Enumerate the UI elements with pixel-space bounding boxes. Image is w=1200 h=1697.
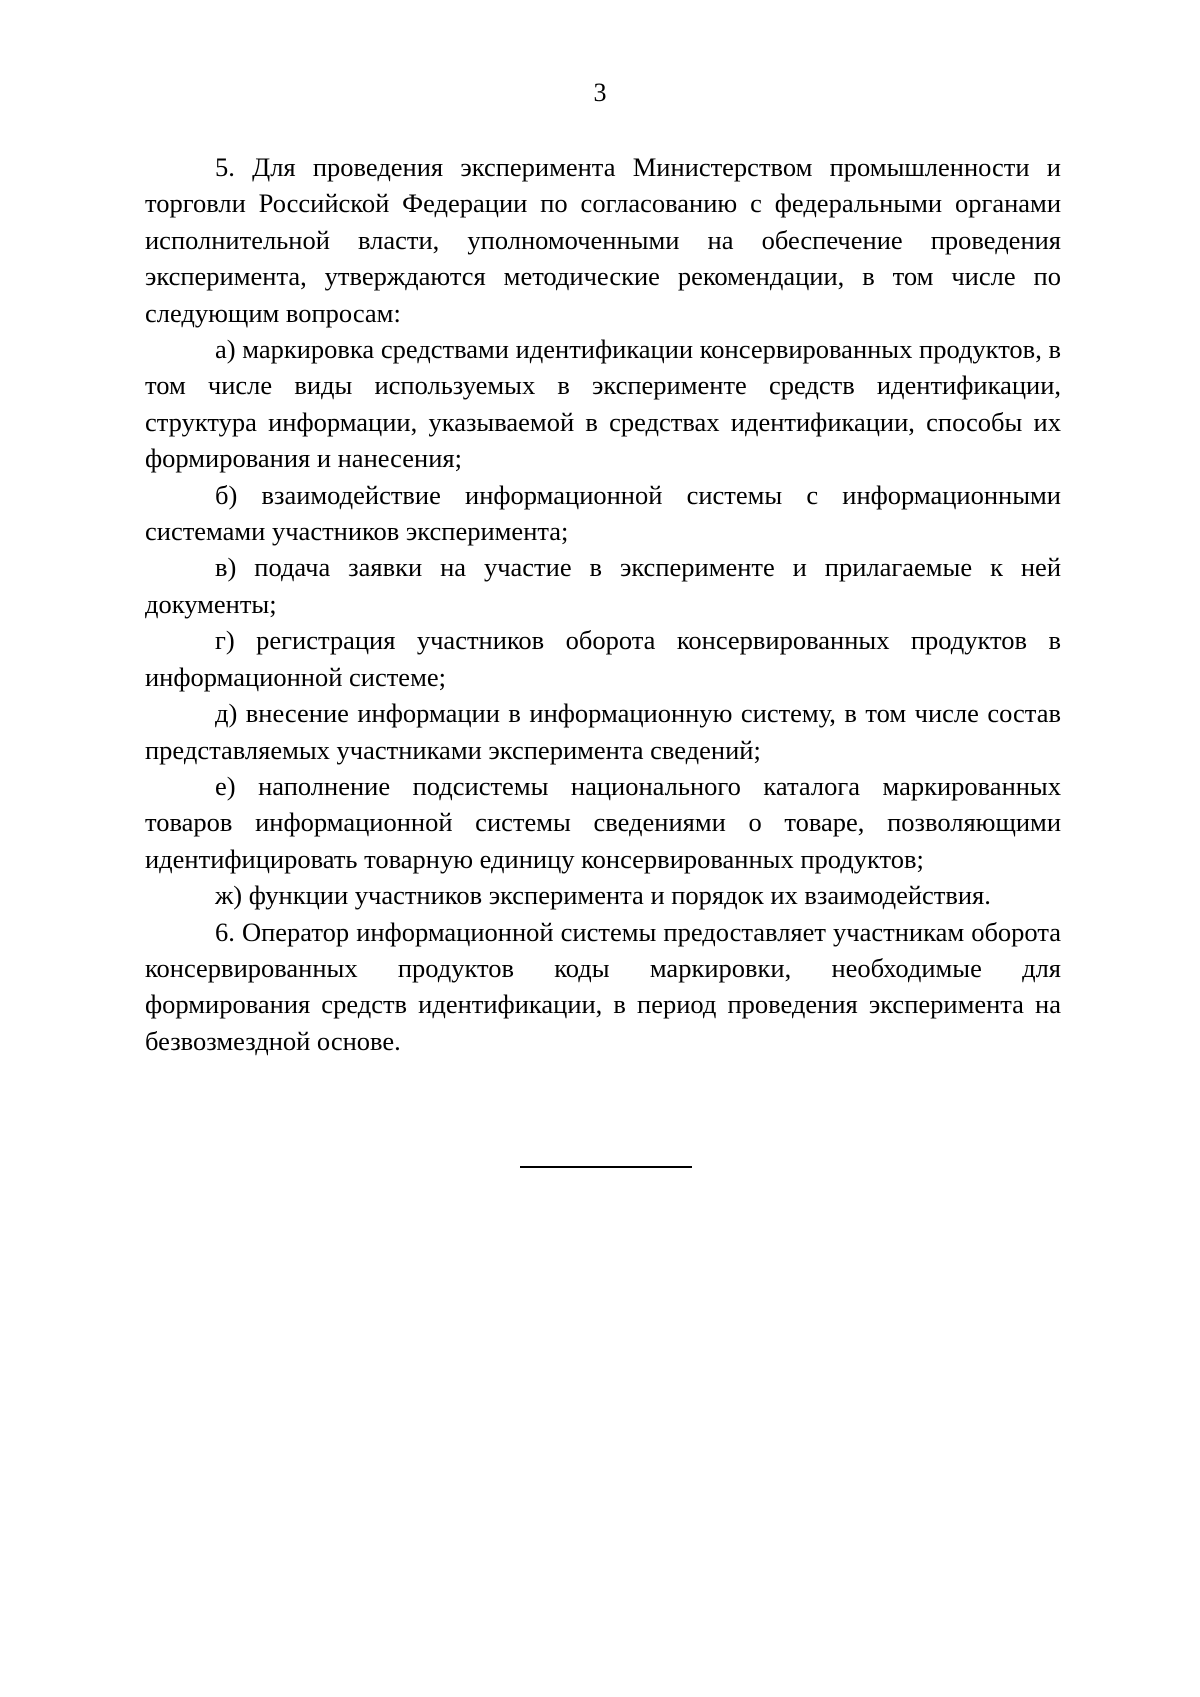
- list-item-a: а) маркировка средствами идентификации консервированных продуктов, в том числе виды используемых в эксперименте средств идентификации, структура информации, указываемой в средствах идентификации, способы их формирования и нанесения;: [145, 334, 1061, 474]
- list-item-g: г) регистрация участников оборота консервированных продуктов в информационной системе;: [145, 625, 1061, 692]
- list-item-zh: ж) функции участников эксперимента и порядок их взаимодействия.: [215, 880, 991, 911]
- list-item-e: е) наполнение подсистемы национального каталога маркированных товаров информационной системы сведениями о товаре, позволяющими идентифицировать товарную единицу консервированных продуктов;: [145, 770, 1061, 874]
- list-item-d: д) внесение информации в информационную систему, в том числе состав представляемых участниками эксперимента сведений;: [145, 698, 1061, 765]
- page-number: 3: [593, 78, 607, 107]
- paragraph-6: 6. Оператор информационной системы предоставляет участникам оборота консервированных продуктов коды маркировки, необходимые для формирования средств идентификации, в период проведения эксперимента на безвозмездной основе.: [145, 916, 1061, 1056]
- end-divider-line: [520, 1166, 692, 1168]
- list-item-b: б) взаимодействие информационной системы с информационными системами участников эксперимента;: [145, 479, 1061, 547]
- document-body: [145, 149, 1061, 1059]
- list-item-v: в) подача заявки на участие в эксперименте и прилагаемые к ней документы;: [145, 552, 1061, 619]
- paragraph-5: 5. Для проведения эксперимента Министерством промышленности и торговли Российской Федерации по согласованию с федеральными органами исполнительной власти, уполномоченными на обеспечение проведения эксперимента, утверждаются методические рекомендации, в том числе по следующим вопросам:: [145, 152, 1061, 328]
